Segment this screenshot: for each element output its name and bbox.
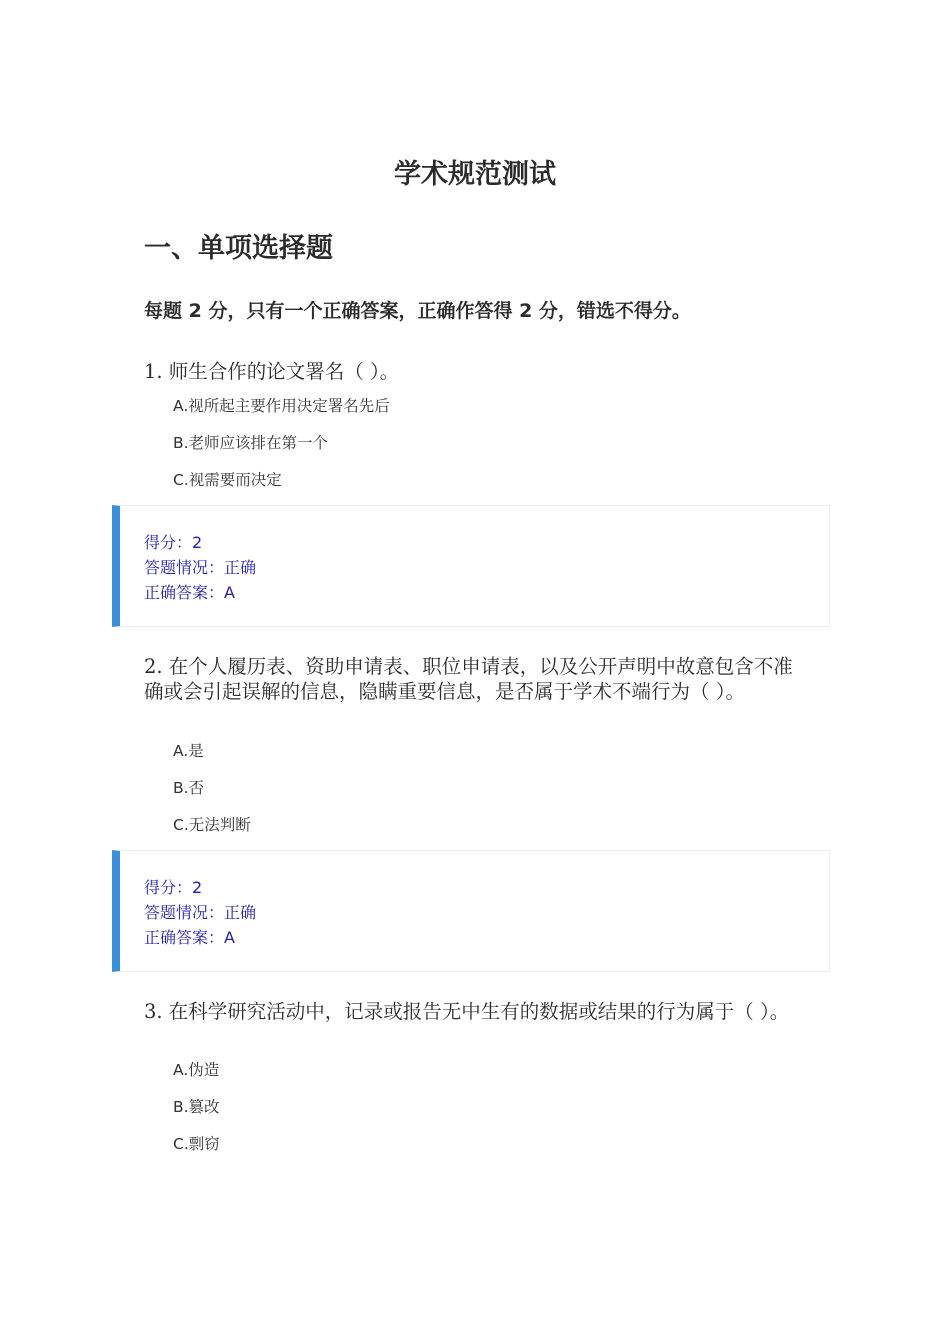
option-c[interactable]: C.剽窃 (173, 1135, 220, 1153)
question-stem: 3. 在科学研究活动中，记录或报告无中生有的数据或结果的行为属于（ ）。 (144, 1000, 790, 1023)
section-heading: 一、单项选择题 (144, 233, 333, 264)
score-text: 得分：2 (144, 533, 203, 552)
option-a[interactable]: A.伪造 (173, 1061, 220, 1079)
score-text: 得分：2 (144, 878, 203, 897)
section-description: 每题 2 分，只有一个正确答案，正确作答得 2 分，错选不得分。 (144, 300, 691, 322)
question-3 (144, 999, 804, 1159)
option-b[interactable]: B.否 (173, 779, 205, 797)
option-a[interactable]: A.是 (173, 742, 204, 760)
answer-status-text: 答题情况：正确 (144, 558, 257, 577)
answer-status-text: 答题情况：正确 (144, 903, 257, 922)
result-box-1 (112, 505, 830, 627)
question-stem: 1. 师生合作的论文署名（ ）。 (144, 360, 400, 383)
option-c[interactable]: C.视需要而决定 (173, 471, 282, 489)
option-b[interactable]: B.篡改 (173, 1098, 220, 1116)
option-c[interactable]: C.无法判断 (173, 816, 251, 834)
document-title: 学术规范测试 (394, 159, 556, 190)
option-a[interactable]: A.视所起主要作用决定署名先后 (173, 397, 390, 415)
correct-answer-text: 正确答案：A (144, 583, 235, 602)
correct-answer-text: 正确答案：A (144, 928, 235, 947)
question-stem: 2. 在个人履历表、资助申请表、职位申请表，以及公开声明中故意包含不准确或会引起误解的信息，隐瞒重要信息，是否属于学术不端行为（ ）。 (144, 655, 793, 703)
question-2 (144, 654, 804, 844)
result-box-2 (112, 850, 830, 972)
option-b[interactable]: B.老师应该排在第一个 (173, 434, 329, 452)
question-1 (144, 359, 804, 499)
